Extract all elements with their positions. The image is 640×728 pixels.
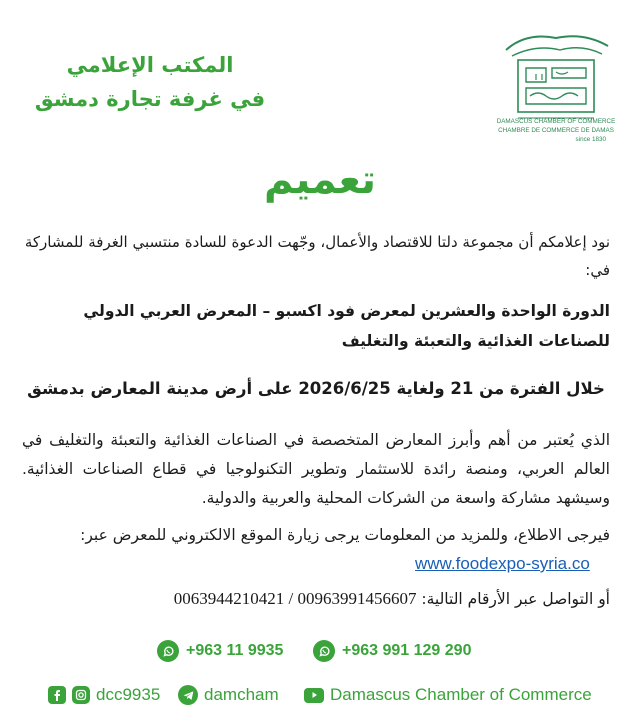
media-office-title — [30, 48, 270, 116]
social-telegram[interactable] — [178, 685, 279, 705]
social-youtube[interactable] — [304, 685, 592, 705]
event-name: الدورة الواحدة والعشرين لمعرض فود اكسبو – المعرض العربي الدولي للصناعات الغذائية والتعبئة والتغليف — [83, 302, 610, 350]
logo-caption-fr: CHAMBRE DE COMMERCE DE DAMAS — [498, 127, 614, 134]
whatsapp-icon — [313, 640, 335, 662]
facebook-icon — [48, 686, 66, 704]
website-link[interactable]: www.foodexpo-syria.co — [415, 554, 590, 573]
event-period: خلال الفترة من 21 ولغاية 2026/6/25 على أرض مدينة المعارض بدمشق — [27, 379, 605, 398]
logo-caption — [496, 117, 616, 144]
telegram-handle: damcham — [204, 685, 279, 704]
youtube-icon — [304, 688, 324, 703]
phone-contact-2[interactable] — [313, 640, 471, 662]
page-title: تعميم — [263, 157, 377, 203]
office-title-line2: في غرفة تجارة دمشق — [34, 87, 266, 111]
visit-website-paragraph: فيرجى الاطلاع، وللمزيد من المعلومات يرجى زيارة الموقع الالكتروني للمعرض عبر: — [80, 526, 610, 544]
phone-number-1: +963 11 9935 — [186, 642, 284, 659]
social-handle: dcc9935 — [96, 685, 161, 704]
logo-caption-en: DAMASCUS CHAMBER OF COMMERCE — [496, 118, 616, 125]
instagram-icon — [72, 686, 90, 704]
intro-paragraph: نود إعلامكم أن مجموعة دلتا للاقتصاد والأعمال، وجّهت الدعوة للسادة منتسبي الغرفة للمشاركة في: — [24, 233, 610, 279]
contact-line — [22, 584, 610, 614]
contact-numbers: 00963991456607 / 0063944210421 — [173, 589, 417, 608]
social-facebook-instagram[interactable] — [48, 685, 160, 705]
telegram-icon — [178, 685, 198, 705]
office-title-line1: المكتب الإعلامي — [66, 53, 234, 77]
whatsapp-icon — [157, 640, 179, 662]
logo-caption-since: since 1830 — [575, 136, 606, 143]
youtube-channel: Damascus Chamber of Commerce — [330, 685, 592, 704]
contact-label: أو التواصل عبر الأرقام التالية: — [421, 590, 610, 608]
event-description: الذي يُعتبر من أهم وأبرز المعارض المتخصصة في الصناعات الغذائية والتعبئة والتغليف في العالم العربي، ومنصة رائدة للاستثمار وتطوير التكنولوجيا في قطاع الصناعات الغذائية. وسيشهد مشاركة واسعة من الشركات المحلية والعربية والدولية. — [22, 431, 610, 507]
phone-contact-1[interactable] — [157, 640, 283, 662]
phone-number-2: +963 991 129 290 — [342, 642, 472, 659]
